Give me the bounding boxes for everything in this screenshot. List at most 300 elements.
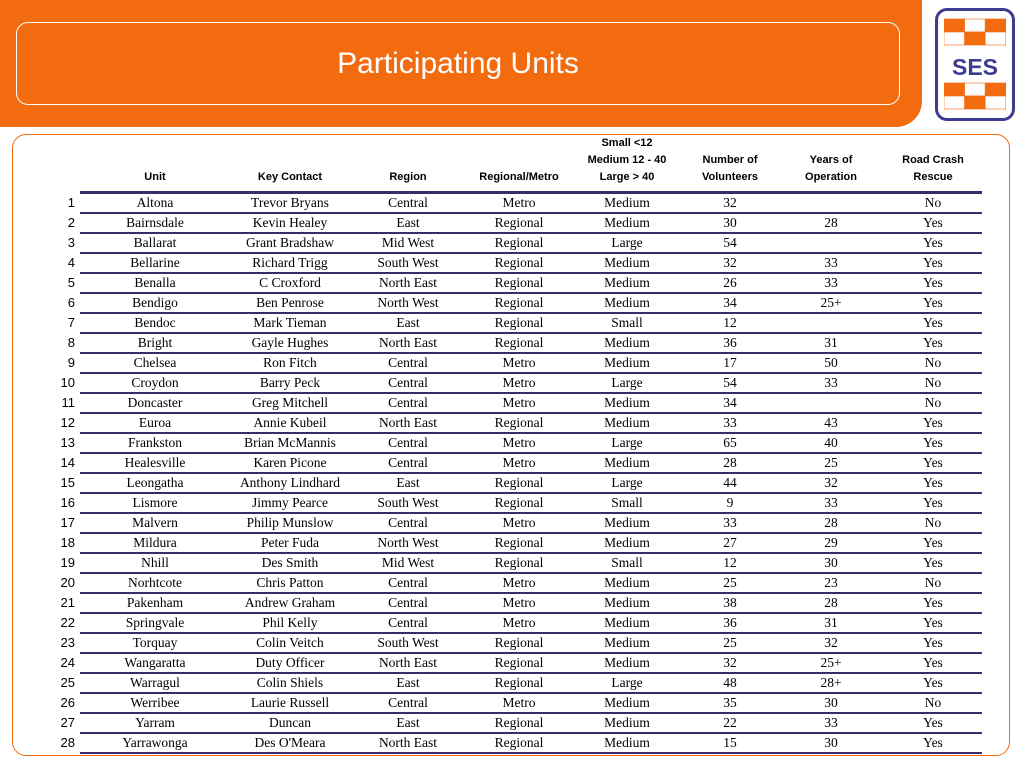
logo-checker-top	[944, 19, 1006, 45]
regional-metro-cell: Metro	[466, 693, 572, 713]
key-contact-cell: Colin Shiels	[230, 673, 350, 693]
regional-metro-cell: Regional	[466, 273, 572, 293]
table-header-row	[54, 135, 982, 193]
size-cell: Medium	[572, 213, 682, 233]
key-contact-cell: Greg Mitchell	[230, 393, 350, 413]
regional-metro-cell: Regional	[466, 533, 572, 553]
unit-cell: Malvern	[80, 513, 230, 533]
region-cell: Central	[350, 393, 466, 413]
size-cell: Large	[572, 473, 682, 493]
years-cell: 30	[778, 693, 884, 713]
table-row	[54, 733, 982, 753]
row-index: 21	[60, 595, 75, 610]
rescue-cell: No	[884, 513, 982, 533]
rescue-cell: Yes	[884, 473, 982, 493]
unit-cell: Frankston	[80, 433, 230, 453]
rescue-header	[884, 135, 982, 193]
years-cell: 43	[778, 413, 884, 433]
table-row	[54, 373, 982, 393]
regional-metro-cell: Regional	[466, 553, 572, 573]
key-contact-cell: Ron Fitch	[230, 353, 350, 373]
row-index: 20	[60, 575, 75, 590]
volunteers-cell: 48	[682, 673, 778, 693]
size-cell: Medium	[572, 593, 682, 613]
row-index: 6	[67, 295, 75, 310]
table-row	[54, 493, 982, 513]
rescue-cell: Yes	[884, 673, 982, 693]
header-banner	[0, 0, 922, 127]
size-cell: Medium	[572, 693, 682, 713]
region-cell: Central	[350, 373, 466, 393]
regional-metro-cell: Metro	[466, 433, 572, 453]
regional-metro-cell: Regional	[466, 413, 572, 433]
years-header	[778, 135, 884, 193]
unit-cell: Springvale	[80, 613, 230, 633]
table-row	[54, 313, 982, 333]
years-cell	[778, 313, 884, 333]
unit-cell: Chelsea	[80, 353, 230, 373]
rescue-cell: Yes	[884, 733, 982, 753]
volunteers-cell: 38	[682, 593, 778, 613]
years-cell: 33	[778, 493, 884, 513]
title-frame	[16, 22, 900, 105]
size-cell: Medium	[572, 653, 682, 673]
size-cell: Medium	[572, 293, 682, 313]
size-cell: Small	[572, 493, 682, 513]
volunteers-cell: 30	[682, 213, 778, 233]
logo-square	[985, 83, 1006, 96]
region-cell: North East	[350, 333, 466, 353]
rescue-cell: No	[884, 693, 982, 713]
row-index: 3	[67, 235, 75, 250]
key-contact-cell: Richard Trigg	[230, 253, 350, 273]
regional-metro-cell: Metro	[466, 373, 572, 393]
table-row	[54, 713, 982, 733]
table-row	[54, 473, 982, 493]
page-title: Participating Units	[337, 46, 579, 80]
years-cell: 25+	[778, 293, 884, 313]
size-cell: Medium	[572, 613, 682, 633]
table-row	[54, 553, 982, 573]
regional-metro-cell: Regional	[466, 713, 572, 733]
regional-metro-cell: Metro	[466, 353, 572, 373]
region-cell: East	[350, 713, 466, 733]
row-index: 17	[60, 515, 75, 530]
volunteers-header-line2: Volunteers	[701, 171, 759, 183]
volunteers-cell: 34	[682, 393, 778, 413]
region-cell: North East	[350, 653, 466, 673]
key-contact-cell: Chris Patton	[230, 573, 350, 593]
rescue-cell: Yes	[884, 233, 982, 253]
rescue-cell: No	[884, 573, 982, 593]
years-cell: 30	[778, 733, 884, 753]
years-cell: 28	[778, 213, 884, 233]
table-row	[54, 633, 982, 653]
logo-text: SES	[951, 54, 999, 80]
volunteers-cell: 54	[682, 373, 778, 393]
unit-cell: Bright	[80, 333, 230, 353]
ses-logo-graphic	[944, 17, 1006, 112]
row-index: 26	[60, 695, 75, 710]
rescue-cell: No	[884, 353, 982, 373]
region-cell: South West	[350, 253, 466, 273]
size-cell: Small	[572, 553, 682, 573]
regional-metro-cell: Regional	[466, 233, 572, 253]
rescue-cell: Yes	[884, 293, 982, 313]
years-cell	[778, 193, 884, 214]
volunteers-cell: 9	[682, 493, 778, 513]
key-contact-cell: Duncan	[230, 713, 350, 733]
volunteers-header-line1: Number of	[702, 154, 758, 166]
regional-metro-cell: Regional	[466, 293, 572, 313]
regional-metro-cell: Metro	[466, 593, 572, 613]
key-contact-cell: Mark Tieman	[230, 313, 350, 333]
regional-metro-cell: Regional	[466, 493, 572, 513]
unit-cell: Norhtcote	[80, 573, 230, 593]
logo-square	[965, 19, 986, 32]
region-cell: East	[350, 673, 466, 693]
regional-metro-cell: Regional	[466, 653, 572, 673]
row-index: 24	[60, 655, 75, 670]
table-row	[54, 393, 982, 413]
row-index: 15	[60, 475, 75, 490]
unit-cell: Bendigo	[80, 293, 230, 313]
row-index: 28	[60, 735, 75, 750]
unit-cell: Warragul	[80, 673, 230, 693]
logo-square	[965, 83, 986, 96]
table-row	[54, 573, 982, 593]
region-cell: East	[350, 473, 466, 493]
key-contact-cell: Philip Munslow	[230, 513, 350, 533]
key-contact-cell: Jimmy Pearce	[230, 493, 350, 513]
regional-metro-cell: Regional	[466, 253, 572, 273]
key-contact-header: Key Contact	[230, 135, 350, 193]
size-cell: Medium	[572, 393, 682, 413]
region-cell: Central	[350, 593, 466, 613]
years-cell: 31	[778, 613, 884, 633]
unit-cell: Pakenham	[80, 593, 230, 613]
rescue-cell: Yes	[884, 713, 982, 733]
regional-metro-cell: Regional	[466, 633, 572, 653]
unit-cell: Mildura	[80, 533, 230, 553]
table-row	[54, 513, 982, 533]
unit-cell: Bairnsdale	[80, 213, 230, 233]
unit-cell: Doncaster	[80, 393, 230, 413]
row-index: 5	[67, 275, 75, 290]
region-cell: Central	[350, 613, 466, 633]
size-cell: Large	[572, 673, 682, 693]
key-contact-cell: Des Smith	[230, 553, 350, 573]
region-cell: North East	[350, 733, 466, 753]
size-cell: Medium	[572, 733, 682, 753]
row-index: 19	[60, 555, 75, 570]
region-cell: Central	[350, 693, 466, 713]
years-cell: 33	[778, 373, 884, 393]
rescue-cell: Yes	[884, 533, 982, 553]
years-cell: 23	[778, 573, 884, 593]
region-cell: Central	[350, 453, 466, 473]
unit-header: Unit	[80, 135, 230, 193]
years-cell: 33	[778, 713, 884, 733]
rescue-cell: Yes	[884, 253, 982, 273]
regional-metro-header: Regional/Metro	[466, 135, 572, 193]
key-contact-cell: Laurie Russell	[230, 693, 350, 713]
unit-cell: Wangaratta	[80, 653, 230, 673]
row-index: 14	[60, 455, 75, 470]
volunteers-cell: 28	[682, 453, 778, 473]
rescue-cell: Yes	[884, 213, 982, 233]
region-cell: Central	[350, 433, 466, 453]
years-cell: 50	[778, 353, 884, 373]
row-index: 8	[67, 335, 75, 350]
volunteers-cell: 34	[682, 293, 778, 313]
key-contact-cell: Peter Fuda	[230, 533, 350, 553]
key-contact-cell: Andrew Graham	[230, 593, 350, 613]
table-row	[54, 213, 982, 233]
size-cell: Medium	[572, 533, 682, 553]
unit-cell: Yarram	[80, 713, 230, 733]
years-cell: 28	[778, 593, 884, 613]
size-cell: Medium	[572, 453, 682, 473]
years-cell: 32	[778, 633, 884, 653]
unit-cell: Leongatha	[80, 473, 230, 493]
table-row	[54, 533, 982, 553]
row-index: 16	[60, 495, 75, 510]
table-row	[54, 693, 982, 713]
region-cell: South West	[350, 493, 466, 513]
years-header-line1: Years of	[809, 154, 853, 166]
regional-metro-cell: Regional	[466, 673, 572, 693]
size-header-line3: Large > 40	[599, 171, 655, 183]
rescue-cell: No	[884, 393, 982, 413]
row-index: 11	[61, 395, 75, 410]
years-cell: 30	[778, 553, 884, 573]
size-cell: Medium	[572, 573, 682, 593]
rescue-cell: Yes	[884, 453, 982, 473]
rescue-cell: Yes	[884, 413, 982, 433]
index-header	[54, 135, 80, 193]
region-cell: Central	[350, 573, 466, 593]
rescue-cell: Yes	[884, 333, 982, 353]
table-row	[54, 453, 982, 473]
logo-square	[944, 19, 965, 32]
unit-cell: Euroa	[80, 413, 230, 433]
years-header-line2: Operation	[805, 171, 857, 183]
row-index: 25	[60, 675, 75, 690]
key-contact-cell: Anthony Lindhard	[230, 473, 350, 493]
region-cell: North West	[350, 293, 466, 313]
volunteers-cell: 32	[682, 253, 778, 273]
key-contact-cell: Brian McMannis	[230, 433, 350, 453]
years-cell: 33	[778, 273, 884, 293]
rescue-cell: Yes	[884, 493, 982, 513]
table-row	[54, 253, 982, 273]
volunteers-cell: 32	[682, 193, 778, 214]
region-cell: North West	[350, 533, 466, 553]
unit-cell: Croydon	[80, 373, 230, 393]
rescue-header-line1: Road Crash	[902, 154, 964, 166]
volunteers-cell: 26	[682, 273, 778, 293]
volunteers-cell: 27	[682, 533, 778, 553]
volunteers-cell: 25	[682, 633, 778, 653]
table-row	[54, 433, 982, 453]
region-cell: Mid West	[350, 553, 466, 573]
logo-square	[985, 96, 1006, 109]
years-cell: 28	[778, 513, 884, 533]
years-cell: 33	[778, 253, 884, 273]
key-contact-cell: Ben Penrose	[230, 293, 350, 313]
row-index: 18	[60, 535, 75, 550]
size-header	[572, 135, 682, 193]
unit-cell: Benalla	[80, 273, 230, 293]
regional-metro-cell: Metro	[466, 393, 572, 413]
table-row	[54, 273, 982, 293]
unit-cell: Lismore	[80, 493, 230, 513]
rescue-cell: Yes	[884, 633, 982, 653]
row-index: 7	[67, 315, 75, 330]
size-cell: Medium	[572, 413, 682, 433]
table-body	[54, 193, 982, 754]
logo-square	[944, 96, 965, 109]
years-cell: 32	[778, 473, 884, 493]
years-cell: 40	[778, 433, 884, 453]
unit-cell: Altona	[80, 193, 230, 214]
unit-cell: Bendoc	[80, 313, 230, 333]
unit-cell: Werribee	[80, 693, 230, 713]
volunteers-cell: 22	[682, 713, 778, 733]
table-row	[54, 413, 982, 433]
logo-square	[985, 19, 1006, 32]
region-cell: South West	[350, 633, 466, 653]
logo-square	[965, 96, 986, 109]
key-contact-cell: Kevin Healey	[230, 213, 350, 233]
volunteers-cell: 17	[682, 353, 778, 373]
row-index: 23	[60, 635, 75, 650]
rescue-cell: Yes	[884, 653, 982, 673]
size-cell: Medium	[572, 353, 682, 373]
unit-cell: Torquay	[80, 633, 230, 653]
volunteers-cell: 65	[682, 433, 778, 453]
size-cell: Medium	[572, 253, 682, 273]
volunteers-cell: 33	[682, 513, 778, 533]
volunteers-cell: 35	[682, 693, 778, 713]
table-row	[54, 333, 982, 353]
regional-metro-cell: Regional	[466, 333, 572, 353]
key-contact-cell: Colin Veitch	[230, 633, 350, 653]
unit-cell: Nhill	[80, 553, 230, 573]
size-cell: Medium	[572, 713, 682, 733]
regional-metro-cell: Metro	[466, 613, 572, 633]
region-cell: Central	[350, 513, 466, 533]
region-cell: East	[350, 313, 466, 333]
volunteers-cell: 54	[682, 233, 778, 253]
region-cell: Central	[350, 193, 466, 214]
size-cell: Medium	[572, 273, 682, 293]
size-cell: Medium	[572, 633, 682, 653]
table-row	[54, 613, 982, 633]
volunteers-cell: 36	[682, 333, 778, 353]
unit-cell: Yarrawonga	[80, 733, 230, 753]
years-cell: 31	[778, 333, 884, 353]
regional-metro-cell: Metro	[466, 513, 572, 533]
table-row	[54, 193, 982, 214]
volunteers-cell: 25	[682, 573, 778, 593]
volunteers-cell: 33	[682, 413, 778, 433]
regional-metro-cell: Regional	[466, 473, 572, 493]
size-cell: Medium	[572, 193, 682, 214]
regional-metro-cell: Regional	[466, 313, 572, 333]
volunteers-cell: 12	[682, 553, 778, 573]
rescue-cell: Yes	[884, 553, 982, 573]
table-row	[54, 653, 982, 673]
years-cell: 25+	[778, 653, 884, 673]
unit-cell: Healesville	[80, 453, 230, 473]
logo-square	[944, 83, 965, 96]
years-cell: 25	[778, 453, 884, 473]
regional-metro-cell: Metro	[466, 193, 572, 214]
years-cell	[778, 233, 884, 253]
volunteers-cell: 32	[682, 653, 778, 673]
rescue-cell: No	[884, 193, 982, 214]
size-cell: Small	[572, 313, 682, 333]
logo-square	[985, 32, 1006, 45]
logo-square	[965, 32, 986, 45]
rescue-cell: Yes	[884, 313, 982, 333]
key-contact-cell: Barry Peck	[230, 373, 350, 393]
rescue-cell: Yes	[884, 593, 982, 613]
rescue-cell: Yes	[884, 433, 982, 453]
ses-logo	[935, 8, 1015, 121]
key-contact-cell: Phil Kelly	[230, 613, 350, 633]
region-header: Region	[350, 135, 466, 193]
volunteers-cell: 36	[682, 613, 778, 633]
row-index: 12	[60, 415, 75, 430]
regional-metro-cell: Regional	[466, 213, 572, 233]
size-cell: Medium	[572, 513, 682, 533]
volunteers-header	[682, 135, 778, 193]
table-row	[54, 353, 982, 373]
key-contact-cell: Grant Bradshaw	[230, 233, 350, 253]
region-cell: Central	[350, 353, 466, 373]
key-contact-cell: Trevor Bryans	[230, 193, 350, 214]
table-row	[54, 233, 982, 253]
region-cell: Mid West	[350, 233, 466, 253]
regional-metro-cell: Regional	[466, 733, 572, 753]
key-contact-cell: Duty Officer	[230, 653, 350, 673]
size-header-line2: Medium 12 - 40	[587, 154, 667, 166]
rescue-cell: Yes	[884, 273, 982, 293]
row-index: 10	[60, 375, 75, 390]
unit-cell: Bellarine	[80, 253, 230, 273]
row-index: 4	[67, 255, 75, 270]
size-cell: Large	[572, 433, 682, 453]
years-cell: 29	[778, 533, 884, 553]
row-index: 1	[67, 194, 75, 210]
key-contact-cell: Annie Kubeil	[230, 413, 350, 433]
volunteers-cell: 12	[682, 313, 778, 333]
rescue-cell: Yes	[884, 613, 982, 633]
table-row	[54, 293, 982, 313]
row-index: 27	[60, 715, 75, 730]
size-cell: Large	[572, 373, 682, 393]
rescue-header-line2: Rescue	[913, 171, 953, 183]
table-row	[54, 673, 982, 693]
key-contact-cell: Karen Picone	[230, 453, 350, 473]
size-cell: Medium	[572, 333, 682, 353]
region-cell: East	[350, 213, 466, 233]
region-cell: North East	[350, 413, 466, 433]
key-contact-cell: Des O'Meara	[230, 733, 350, 753]
